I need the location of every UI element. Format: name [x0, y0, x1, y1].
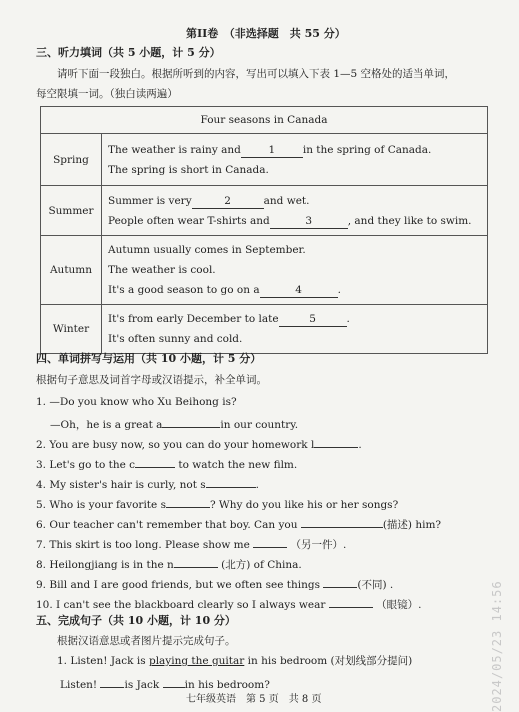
season-label: Spring: [41, 134, 102, 186]
section4-instruction: 根据句子意思及词首字母或汉语提示，补全单词。: [36, 374, 267, 386]
section3-instruction-1: 请听下面一段独白。根据所听到的内容，写出可以填入下表 1—5 空格处的适当单词，: [57, 68, 456, 80]
answer-blank[interactable]: [329, 594, 373, 608]
season-lines: [102, 134, 488, 186]
table-line: People often wear T-shirts and 3 , and they like to swim.: [108, 214, 472, 227]
q4-6: 6. Our teacher can't remember that boy. Can you (描述) him?: [36, 514, 441, 532]
answer-blank[interactable]: [163, 674, 185, 688]
timestamp-watermark: 2024/05/23 14:56: [490, 580, 504, 712]
answer-blank[interactable]: [323, 574, 357, 588]
answer-blank[interactable]: [301, 514, 383, 528]
table-line: It's from early December to late 5 .: [108, 313, 350, 325]
answer-blank[interactable]: [314, 434, 358, 448]
table-row: [41, 236, 488, 305]
section5-title: 五、完成句子（共 10 小题，计 10 分）: [36, 614, 236, 627]
section3-instruction-2: 每空限填一词。（独白读两遍）: [36, 88, 178, 100]
season-label: Winter: [41, 305, 102, 354]
season-label: Autumn: [41, 236, 102, 305]
q4-2: 2. You are busy now, so you can do your homework l .: [36, 434, 362, 452]
page-footer: 七年级英语 第 5 页 共 8 页: [186, 694, 322, 705]
q4-7: 7. This skirt is too long. Please show me （另一件）.: [36, 534, 346, 552]
answer-blank[interactable]: [174, 554, 218, 568]
table-line: The spring is short in Canada.: [108, 163, 269, 176]
table-line: The weather is rainy and 1 in the spring of Canada.: [108, 143, 432, 156]
table-line: Autumn usually comes in September.: [108, 244, 306, 256]
q5-1: 1. Listen! Jack is playing the guitar in his bedroom (对划线部分提问): [57, 655, 413, 667]
season-lines: [102, 186, 488, 236]
seasons-table: [40, 106, 488, 354]
season-lines: [102, 305, 488, 354]
q4-4: 4. My sister's hair is curly, not s .: [36, 474, 259, 492]
season-lines: [102, 236, 488, 305]
q4-5: 5. Who is your favorite s ? Why do you like his or her songs?: [36, 494, 398, 512]
answer-blank[interactable]: [166, 494, 210, 508]
season-label: Summer: [41, 186, 102, 236]
answer-blank-3[interactable]: 3: [270, 215, 348, 229]
table-line: Summer is very 2 and wet.: [108, 194, 310, 207]
answer-blank[interactable]: [100, 674, 124, 688]
section3-title: 三、听力填词（共 5 小题，计 5 分）: [36, 46, 221, 59]
table-row: [41, 305, 488, 354]
q4-3: 3. Let's go to the c to watch the new film.: [36, 454, 297, 472]
answer-blank[interactable]: [162, 414, 220, 428]
answer-blank[interactable]: [253, 534, 287, 548]
q4-1b: —Oh，he is a great a in our country.: [50, 414, 298, 432]
answer-blank-5[interactable]: 5: [279, 313, 347, 327]
section4-title: 四、单词拼写与运用（共 10 小题，计 5 分）: [36, 352, 262, 365]
paper-volume-header: 第II卷 （非选择题 共 55 分）: [186, 27, 346, 40]
table-line: The weather is cool.: [108, 264, 216, 276]
q4-1a: 1. —Do you know who Xu Beihong is?: [36, 396, 237, 408]
q4-8: 8. Heilongjiang is in the n (北方) of China.: [36, 554, 302, 572]
table-row: [41, 134, 488, 186]
q4-10: 10. I can't see the blackboard clearly so I always wear （眼镜）.: [36, 594, 421, 612]
table-line: It's a good season to go on a 4 .: [108, 284, 341, 296]
q4-9: 9. Bill and I are good friends, but we often see things (不同) .: [36, 574, 393, 592]
table-caption: Four seasons in Canada: [41, 107, 488, 134]
table-line: It's often sunny and cold.: [108, 333, 243, 345]
section5-instruction: 根据汉语意思或者图片提示完成句子。: [57, 635, 236, 647]
answer-blank-1[interactable]: 1: [241, 144, 303, 158]
q5-1-answer: Listen! is Jack in his bedroom?: [60, 674, 270, 692]
answer-blank[interactable]: [206, 474, 256, 488]
answer-blank-2[interactable]: 2: [192, 195, 264, 209]
answer-blank-4[interactable]: 4: [260, 284, 338, 298]
table-row: [41, 186, 488, 236]
answer-blank[interactable]: [135, 454, 175, 468]
